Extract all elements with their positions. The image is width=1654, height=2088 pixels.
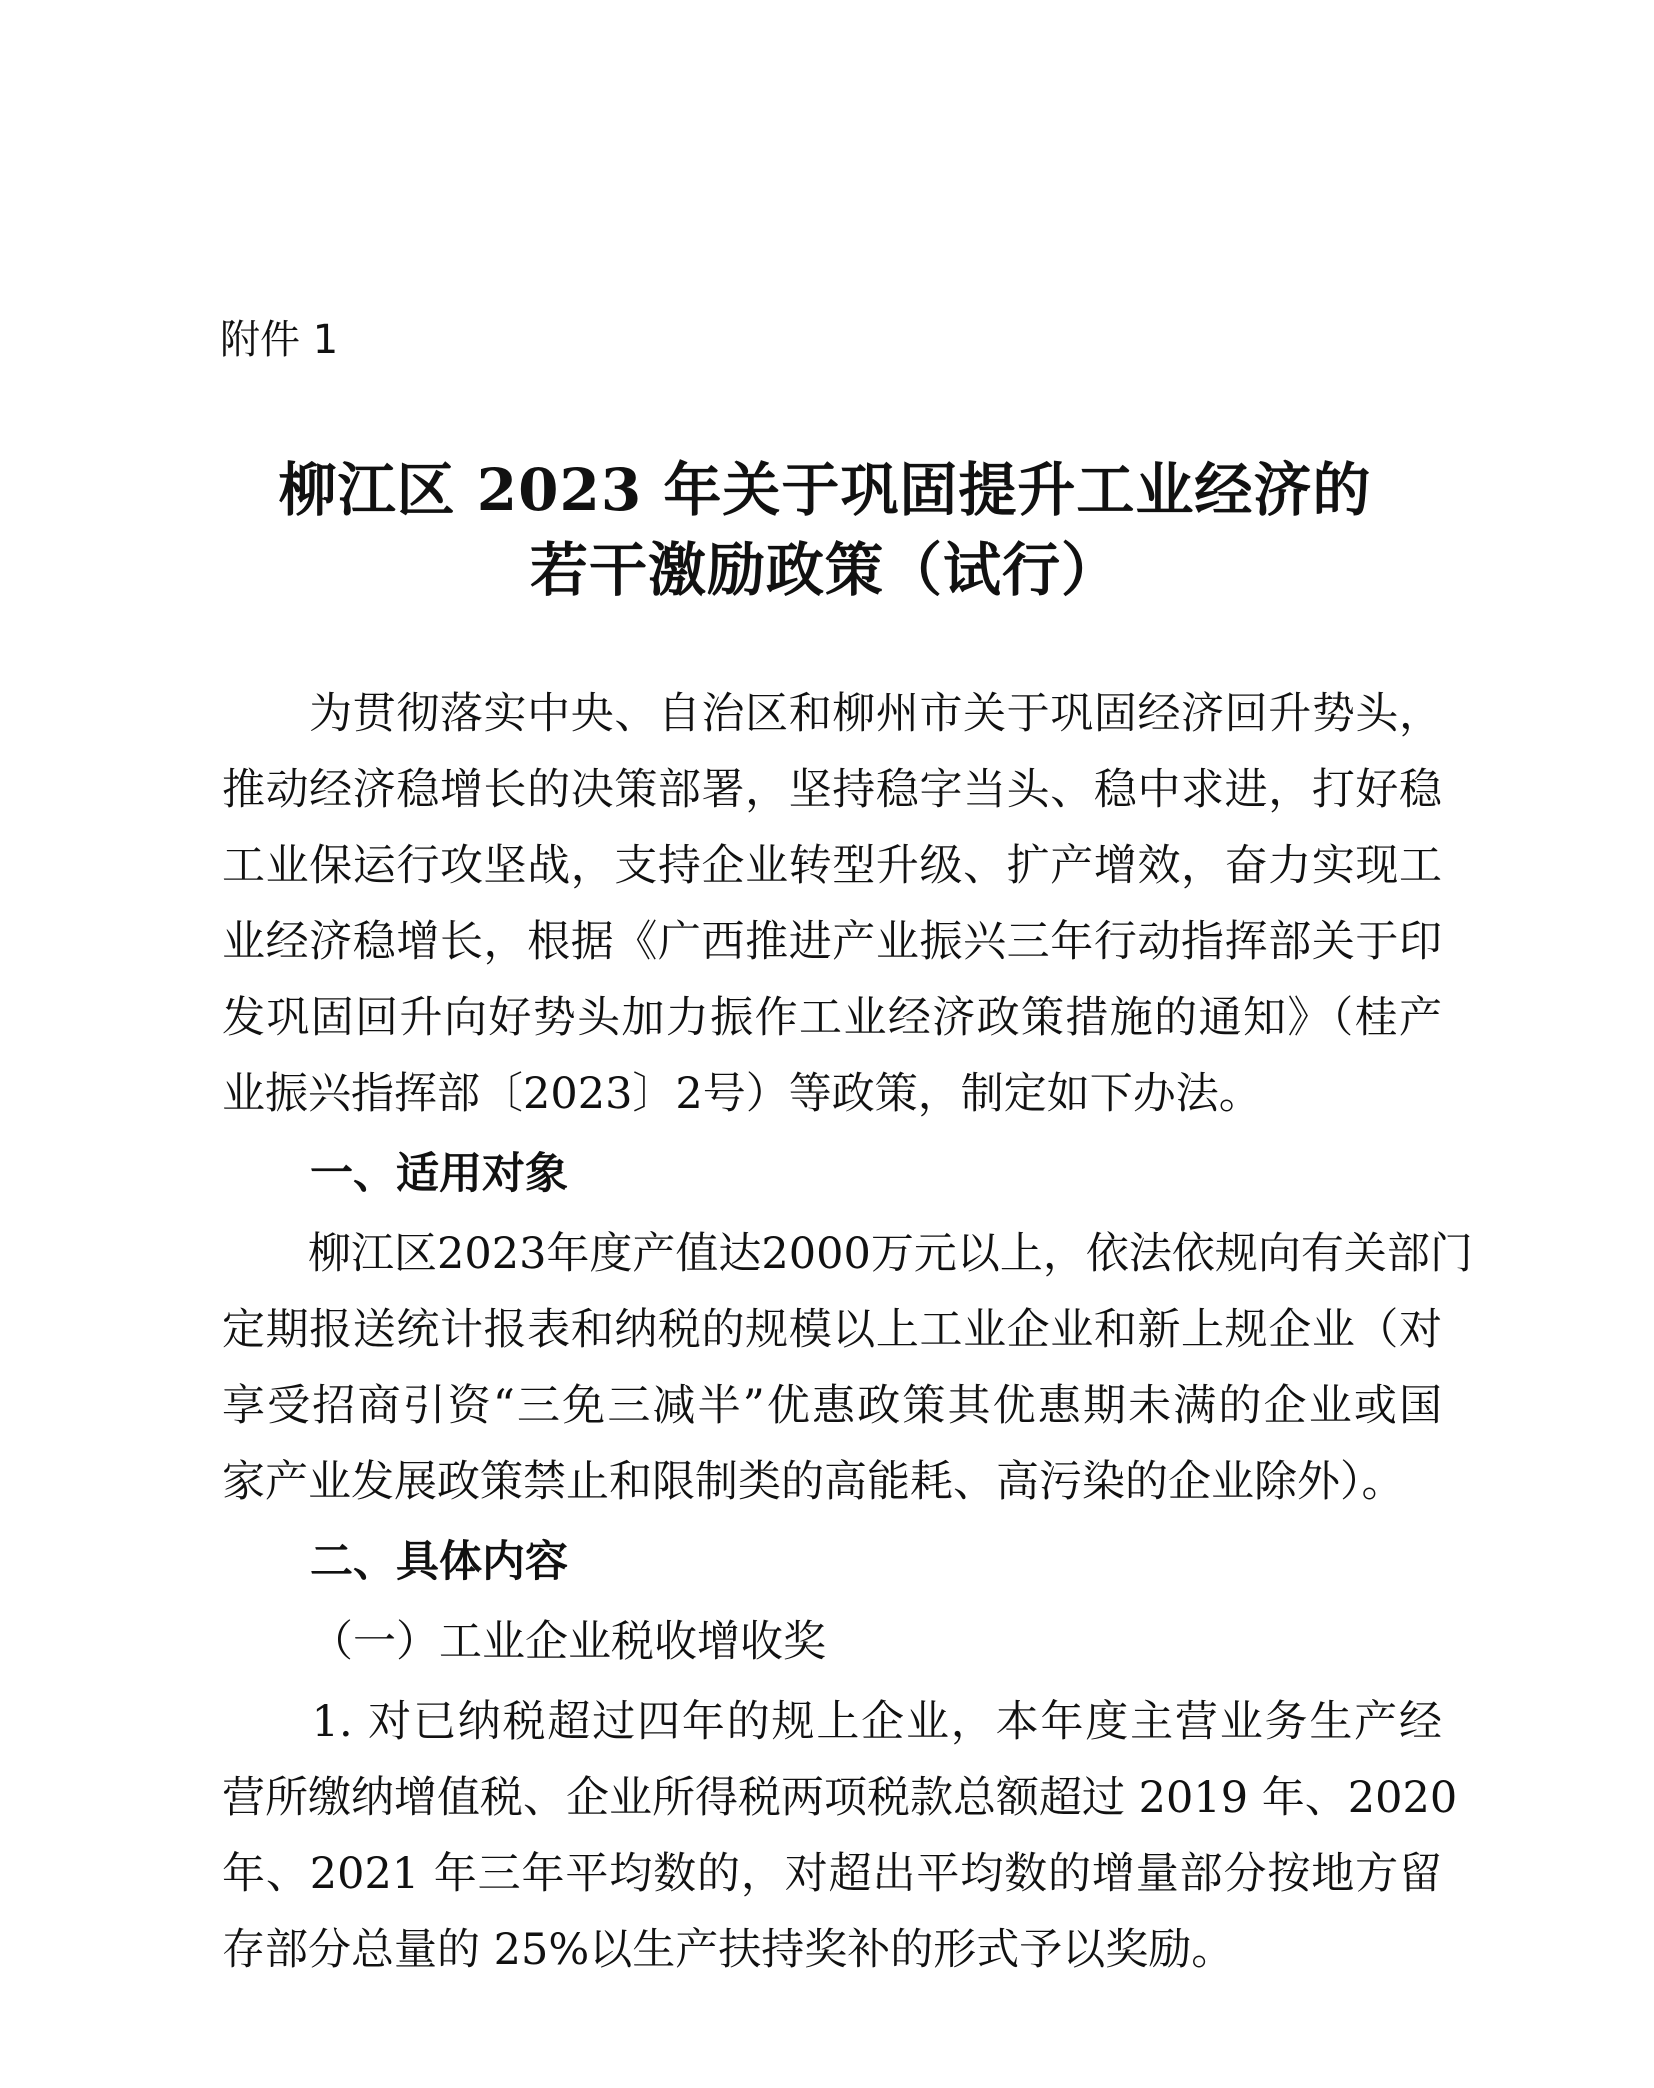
item1-line: 营所缴纳增值税、企业所得税两项税款总额超过 2019 年、2020 <box>222 1773 1458 1823</box>
preamble-line: 为贯彻落实中央、自治区和柳州市关于巩固经济回升势头， <box>222 689 1442 739</box>
preamble-line: 业振兴指挥部〔2023〕2号）等政策，制定如下办法。 <box>222 1069 1262 1119</box>
section-heading-applicable-objects: 一、适用对象 <box>310 1149 568 1199</box>
section1-line: 享受招商引资“三免三减半”优惠政策其优惠期未满的企业或国 <box>222 1381 1442 1431</box>
section1-line: 柳江区2023年度产值达2000万元以上，依法依规向有关部门 <box>222 1229 1473 1279</box>
section-heading-specific-content: 二、具体内容 <box>310 1537 568 1587</box>
document-title-line-2: 若干激励政策（试行） <box>529 536 1120 604</box>
section1-line: 定期报送统计报表和纳税的规模以上工业企业和新上规企业（对 <box>222 1305 1442 1355</box>
item1-line: 存部分总量的 25%以生产扶持奖补的形式予以奖励。 <box>222 1925 1235 1975</box>
attachment-label: 附件 1 <box>220 317 339 363</box>
item1-line: 1. 对已纳税超过四年的规上企业，本年度主营业务生产经 <box>222 1697 1442 1747</box>
preamble-line: 工业保运行攻坚战，支持企业转型升级、扩产增效，奋力实现工 <box>222 841 1442 891</box>
subsection-heading-tax-reward: （一）工业企业税收增收奖 <box>310 1617 826 1667</box>
preamble-line: 业经济稳增长，根据《广西推进产业振兴三年行动指挥部关于印 <box>222 917 1442 967</box>
preamble-line: 推动经济稳增长的决策部署，坚持稳字当头、稳中求进，打好稳 <box>222 765 1442 815</box>
section1-line: 家产业发展政策禁止和限制类的高能耗、高污染的企业除外）。 <box>222 1457 1405 1507</box>
document-title-line-1: 柳江区 2023 年关于巩固提升工业经济的 <box>278 456 1372 524</box>
preamble-line: 发巩固回升向好势头加力振作工业经济政策措施的通知》（桂产 <box>222 993 1442 1043</box>
item1-line: 年、2021 年三年平均数的，对超出平均数的增量部分按地方留 <box>222 1849 1442 1899</box>
